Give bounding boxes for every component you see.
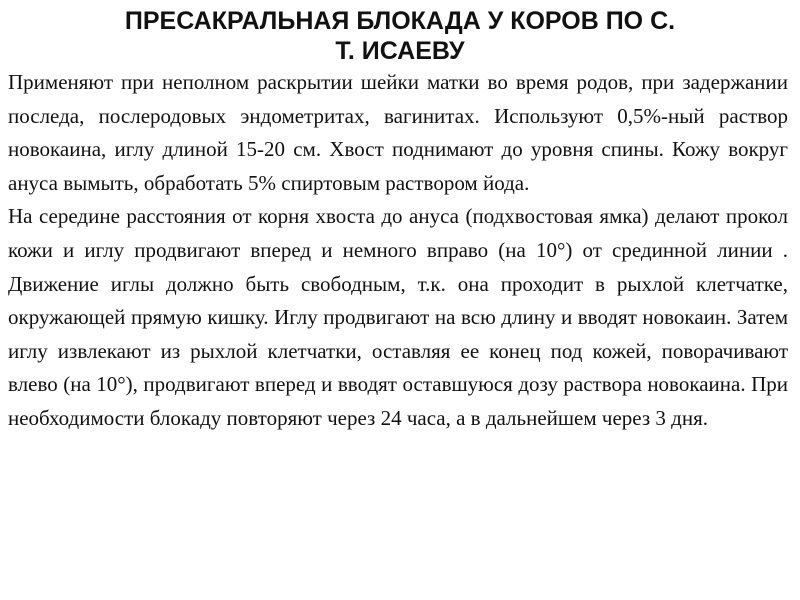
slide-title-line-1: ПРЕСАКРАЛЬНАЯ БЛОКАДА У КОРОВ ПО С. [124,7,676,35]
paragraph-technique: На середине расстояния от корня хвоста до ануса (подхвостовая ямка) делают прокол кожи и иглу продвигают вперед и немного вправо (на 10°) от срединной линии . Движение иглы должно быть свободным, т.к. она проходит в рыхлой клетчатке, окружающей прямую кишку. Иглу продвигают на всю длину и вводят новокаин. Затем иглу извлекают из рыхлой клетчатки, оставляя ее конец под кожей, поворачивают влево (на 10°), продвигают вперед и вводят оставшуюся дозу раствора новокаина. При необходимости блокаду повторяют через 24 часа, а в дальнейшем через 3 дня. [8,204,788,430]
paragraph-indications: Применяют при неполном раскрытии шейки матки во время родов, при задержании последа, послеродовых эндометритах, вагинитах. Используют 0,5%-ный раствор новокаина, иглу длиной 15-20 см. Хвост поднимают до уровня спины. Кожу вокруг ануса вымыть, обработать 5% спиртовым раствором йода. [8,70,788,195]
slide-title [0,6,800,66]
slide-title-line-2: Т. ИСАЕВУ [335,37,465,65]
slide-body [8,66,788,436]
